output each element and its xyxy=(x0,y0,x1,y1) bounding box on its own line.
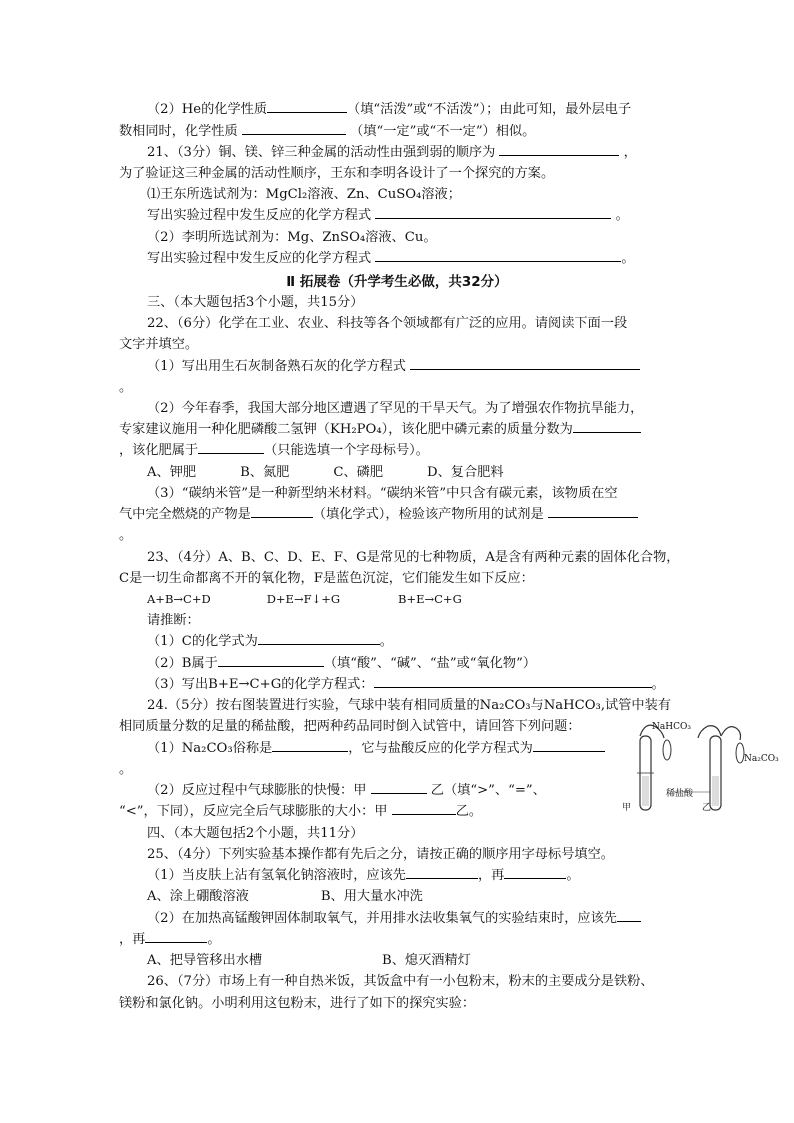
q21-line-6: 写出实验过程中发生反应的化学方程式 。 xyxy=(147,248,635,269)
q22-line-10: 。 xyxy=(119,528,133,543)
q23-reactions: A+B→C+D D+E→F↓+G B+E→C+G xyxy=(147,592,462,606)
q22-line-4: 。 xyxy=(119,380,133,395)
q22-line-8: （3）“碳纳米管”是一种新型纳米材料。“碳纳米管”中只含有碳元素，该物质在空 xyxy=(147,486,618,501)
q25-part-1: （1）当皮肤上沾有氢氧化钠溶液时，应该先 ，再 。 xyxy=(147,865,580,886)
q26-line-1: 26、（7分）市场上有一种自热米饭，其饭盒中有一小包粉末，粉末的主要成分是铁粉、 xyxy=(147,974,654,989)
q24-part-1: （1）Na₂CO₃俗称是 ，它与盐酸反应的化学方程式为 xyxy=(147,738,605,759)
q21-line-5: （2）李明所选试剂为：Mg、ZnSO₄溶液、Cu。 xyxy=(147,230,437,245)
label-nahco3: NaHCO₃ xyxy=(652,722,691,732)
q25-part-2-cont: ，再 。 xyxy=(119,929,221,950)
q23-part-2: （2）B属于 （填“酸”、“碱”、“盐”或“氧化物”） xyxy=(147,653,536,674)
q23-part-1: （1）C的化学式为 。 xyxy=(147,631,393,652)
q24-line-2: 相同质量分数的足量的稀盐酸，把两种药品同时倒入试管中，请回答下列问题： xyxy=(119,719,581,734)
q23-line-2: C是一切生命都离不开的氧化物，F是蓝色沉淀，它们能发生如下反应： xyxy=(119,571,534,586)
balloon-apparatus-figure xyxy=(622,718,782,818)
q26-line-2: 镁粉和氯化钠。小明利用这包粉末，进行了如下的探究实验： xyxy=(119,996,476,1011)
q24-line-6: “<”，下同），反应完全后气球膨胀的大小：甲 乙。 xyxy=(119,801,482,822)
q22-line-5: （2）今年春季，我国大部分地区遭遇了罕见的干旱天气。为了增强农作物抗旱能力， xyxy=(147,401,644,416)
q22-line-1: 22、（6分）化学在工业、农业、科技等各个领域都有广泛的应用。请阅读下面一段 xyxy=(147,316,628,331)
q24-line-4: 。 xyxy=(119,762,133,777)
section-three-heading: 三、（本大题包括3个小题，共15分） xyxy=(147,295,364,310)
q20-line-2: （2）He的化学性质 （填“活泼”或“不活泼”）；由此可知，最外层电子 xyxy=(147,99,631,120)
label-acid: 稀盐酸 xyxy=(666,789,694,799)
q25-part-2: （2）在加热高锰酸钾固体制取氧气，并用排水法收集氧气的实验结束时，应该先 xyxy=(147,908,641,929)
label-yi: 乙 xyxy=(702,803,712,813)
q22-line-9: 气中完全燃烧的产物是 （填化学式），检验该产物所用的试剂是 xyxy=(119,504,638,525)
q23-part-3: （3）写出B+E→C+G的化学方程式： 。 xyxy=(147,674,665,695)
q22-line-3: （1）写出用生石灰制备熟石灰的化学方程式 xyxy=(147,356,640,377)
section-title: Ⅱ 拓展卷（升学考生必做，共32分） xyxy=(286,274,508,290)
label-jia: 甲 xyxy=(622,803,632,813)
q20-line-3: 数相同时，化学性质 （填“一定”或“不一定”）相似。 xyxy=(119,121,535,142)
q22-line-2: 文字并填空。 xyxy=(119,337,199,352)
q22-line-7: ，该化肥属于 （只能选填一个字母标号）。 xyxy=(119,440,429,461)
q22-line-6: 专家建议施用一种化肥磷酸二氢钾（KH₂PO₄），该化肥中磷元素的质量分数为 xyxy=(119,419,641,440)
q21-line-4: 写出实验过程中发生反应的化学方程式 。 xyxy=(147,205,629,226)
q24-part-2: （2）反应过程中气球膨胀的快慢：甲 乙（填“>”、“=”、 xyxy=(147,780,546,801)
q25-options-1: A、涂上硼酸溶液 B、用大量水冲洗 xyxy=(147,889,423,904)
q23-line-1: 23、（4分）A、B、C、D、E、F、G是常见的七种物质，A是含有两种元素的固体化合物， xyxy=(147,550,680,565)
q23-infer: 请推断： xyxy=(147,613,200,628)
q21-line-2: 为了验证这三种金属的活动性顺序，王东和李明各设计了一个探究的方案。 xyxy=(119,166,555,181)
q21-line-3: ⑴王东所选试剂为：MgCl₂溶液、Zn、CuSO₄溶液； xyxy=(147,187,461,202)
q25-options-2: A、把导管移出水槽 B、熄灭酒精灯 xyxy=(147,953,471,968)
q21-line-1: 21、（3分）铜、镁、锌三种金属的活动性由强到弱的顺序为 ， xyxy=(147,142,637,163)
q25-line-1: 25、（4分）下列实验基本操作都有先后之分，请按正确的顺序用字母标号填空。 xyxy=(147,847,614,862)
label-na2co3: Na₂CO₃ xyxy=(744,754,779,764)
section-four-heading: 四、（本大题包括2个小题，共11分） xyxy=(147,826,364,841)
q24-line-1: 24.（5分）按右图装置进行实验，气球中装有相同质量的Na₂CO₃与NaHCO₃,试管中装有 xyxy=(147,698,671,713)
q22-options: A、钾肥 B、氮肥 C、磷肥 D、复合肥料 xyxy=(147,465,504,480)
